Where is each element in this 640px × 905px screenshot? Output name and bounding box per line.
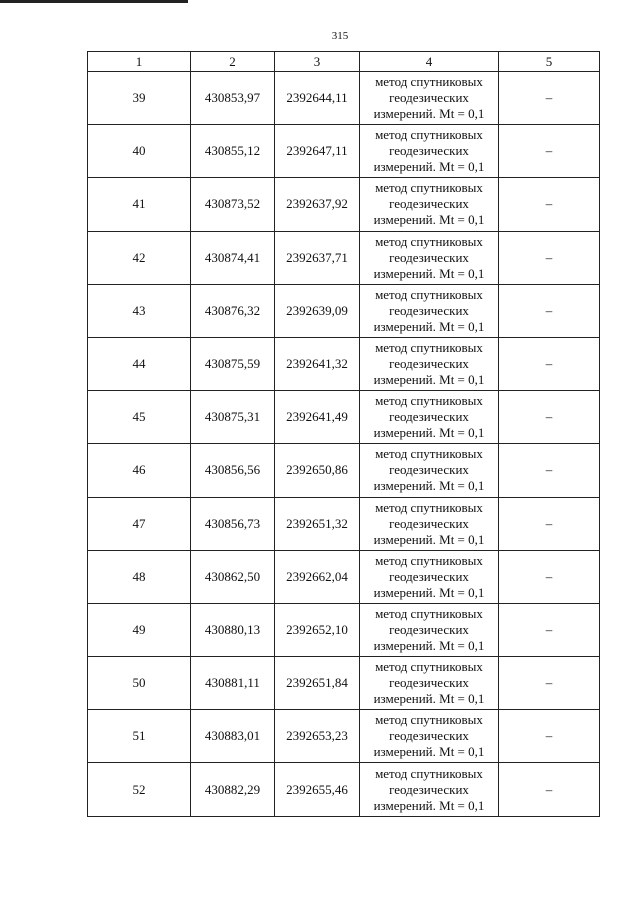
point-number-cell: 47 (88, 497, 191, 550)
table-row (88, 337, 600, 390)
method-line: измерений. Mt = 0,1 (373, 797, 485, 813)
method-line: измерений. Mt = 0,1 (373, 318, 485, 334)
x-coordinate-cell: 430875,31 (191, 391, 275, 444)
y-coordinate-cell: 2392652,10 (275, 603, 360, 656)
y-coordinate-cell: 2392655,46 (275, 763, 360, 816)
table-body (88, 72, 600, 817)
point-number-cell: 41 (88, 178, 191, 231)
table-row (88, 550, 600, 603)
table-row (88, 710, 600, 763)
coordinates-table (87, 51, 600, 817)
note-cell: – (499, 178, 600, 231)
method-line: измерений. Mt = 0,1 (373, 159, 485, 175)
column-header-5: 5 (499, 52, 600, 72)
method-line: измерений. Mt = 0,1 (373, 425, 485, 441)
column-header-1: 1 (88, 52, 191, 72)
y-coordinate-cell: 2392662,04 (275, 550, 360, 603)
x-coordinate-cell: 430882,29 (191, 763, 275, 816)
method-cell (360, 497, 499, 550)
point-number-cell: 49 (88, 603, 191, 656)
y-coordinate-cell: 2392637,92 (275, 178, 360, 231)
x-coordinate-cell: 430862,50 (191, 550, 275, 603)
x-coordinate-cell: 430853,97 (191, 72, 275, 125)
x-coordinate-cell: 430880,13 (191, 603, 275, 656)
point-number-cell: 44 (88, 337, 191, 390)
table-header (88, 52, 600, 72)
method-line: измерений. Mt = 0,1 (373, 531, 485, 547)
method-line: метод спутниковых (375, 765, 483, 781)
point-number-cell: 45 (88, 391, 191, 444)
x-coordinate-cell: 430876,32 (191, 284, 275, 337)
method-line: геодезических (389, 728, 469, 744)
method-line: геодезических (389, 90, 469, 106)
table-row (88, 497, 600, 550)
page-number: 315 (331, 30, 349, 42)
table-row (88, 391, 600, 444)
method-line: измерений. Mt = 0,1 (373, 744, 485, 760)
method-line: измерений. Mt = 0,1 (373, 265, 485, 281)
method-line: метод спутниковых (375, 446, 483, 462)
x-coordinate-cell: 430883,01 (191, 710, 275, 763)
note-cell: – (499, 391, 600, 444)
method-line: метод спутниковых (375, 712, 483, 728)
table-row (88, 178, 600, 231)
note-cell: – (499, 603, 600, 656)
method-line: геодезических (389, 143, 469, 159)
point-number-cell: 39 (88, 72, 191, 125)
method-line: геодезических (389, 356, 469, 372)
x-coordinate-cell: 430855,12 (191, 125, 275, 178)
method-line: метод спутниковых (375, 393, 483, 409)
y-coordinate-cell: 2392651,32 (275, 497, 360, 550)
note-cell: – (499, 284, 600, 337)
column-header-4: 4 (360, 52, 499, 72)
x-coordinate-cell: 430856,56 (191, 444, 275, 497)
method-line: метод спутниковых (375, 286, 483, 302)
note-cell: – (499, 550, 600, 603)
note-cell: – (499, 125, 600, 178)
table-row (88, 444, 600, 497)
table-row (88, 231, 600, 284)
note-cell: – (499, 710, 600, 763)
table-row (88, 657, 600, 710)
method-line: метод спутниковых (375, 340, 483, 356)
note-cell: – (499, 337, 600, 390)
method-line: измерений. Mt = 0,1 (373, 106, 485, 122)
method-line: метод спутниковых (375, 552, 483, 568)
method-line: измерений. Mt = 0,1 (373, 584, 485, 600)
method-cell (360, 391, 499, 444)
method-line: метод спутниковых (375, 74, 483, 90)
method-line: геодезических (389, 515, 469, 531)
method-line: измерений. Mt = 0,1 (373, 691, 485, 707)
y-coordinate-cell: 2392641,32 (275, 337, 360, 390)
method-cell (360, 763, 499, 816)
method-cell (360, 231, 499, 284)
table-row (88, 763, 600, 816)
note-cell: – (499, 231, 600, 284)
table-row (88, 125, 600, 178)
method-line: метод спутниковых (375, 233, 483, 249)
method-line: метод спутниковых (375, 499, 483, 515)
x-coordinate-cell: 430874,41 (191, 231, 275, 284)
method-line: измерений. Mt = 0,1 (373, 637, 485, 653)
y-coordinate-cell: 2392644,11 (275, 72, 360, 125)
column-header-2: 2 (191, 52, 275, 72)
table-row (88, 284, 600, 337)
y-coordinate-cell: 2392639,09 (275, 284, 360, 337)
method-cell (360, 284, 499, 337)
method-cell (360, 125, 499, 178)
method-line: геодезических (389, 302, 469, 318)
header-row (88, 52, 600, 72)
method-cell (360, 710, 499, 763)
method-line: геодезических (389, 621, 469, 637)
x-coordinate-cell: 430875,59 (191, 337, 275, 390)
method-line: геодезических (389, 196, 469, 212)
point-number-cell: 51 (88, 710, 191, 763)
method-line: геодезических (389, 568, 469, 584)
note-cell: – (499, 444, 600, 497)
point-number-cell: 43 (88, 284, 191, 337)
method-line: метод спутниковых (375, 605, 483, 621)
method-cell (360, 72, 499, 125)
point-number-cell: 52 (88, 763, 191, 816)
method-cell (360, 337, 499, 390)
point-number-cell: 48 (88, 550, 191, 603)
column-header-3: 3 (275, 52, 360, 72)
method-line: измерений. Mt = 0,1 (373, 372, 485, 388)
method-line: геодезических (389, 462, 469, 478)
method-line: измерений. Mt = 0,1 (373, 478, 485, 494)
point-number-cell: 40 (88, 125, 191, 178)
y-coordinate-cell: 2392637,71 (275, 231, 360, 284)
note-cell: – (499, 657, 600, 710)
top-rule (0, 0, 188, 3)
x-coordinate-cell: 430856,73 (191, 497, 275, 550)
method-line: измерений. Mt = 0,1 (373, 212, 485, 228)
method-line: метод спутниковых (375, 180, 483, 196)
y-coordinate-cell: 2392650,86 (275, 444, 360, 497)
y-coordinate-cell: 2392647,11 (275, 125, 360, 178)
table-row (88, 603, 600, 656)
x-coordinate-cell: 430881,11 (191, 657, 275, 710)
note-cell: – (499, 72, 600, 125)
method-cell (360, 550, 499, 603)
note-cell: – (499, 763, 600, 816)
method-cell (360, 603, 499, 656)
method-line: геодезических (389, 781, 469, 797)
method-line: метод спутниковых (375, 659, 483, 675)
method-cell (360, 178, 499, 231)
y-coordinate-cell: 2392653,23 (275, 710, 360, 763)
x-coordinate-cell: 430873,52 (191, 178, 275, 231)
method-cell (360, 444, 499, 497)
point-number-cell: 50 (88, 657, 191, 710)
method-cell (360, 657, 499, 710)
method-line: геодезических (389, 409, 469, 425)
point-number-cell: 46 (88, 444, 191, 497)
method-line: метод спутниковых (375, 127, 483, 143)
note-cell: – (499, 497, 600, 550)
table-row (88, 72, 600, 125)
point-number-cell: 42 (88, 231, 191, 284)
y-coordinate-cell: 2392651,84 (275, 657, 360, 710)
method-line: геодезических (389, 675, 469, 691)
y-coordinate-cell: 2392641,49 (275, 391, 360, 444)
method-line: геодезических (389, 249, 469, 265)
